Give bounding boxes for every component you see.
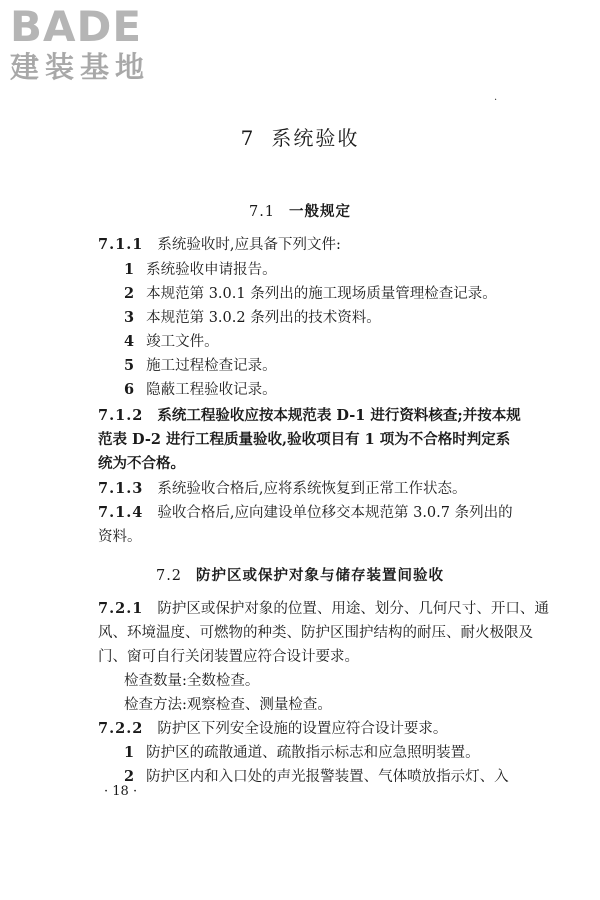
section-heading <box>0 564 600 585</box>
clause-number: 7.1.2 <box>98 407 144 424</box>
list-item <box>124 380 277 400</box>
list-item <box>124 743 480 763</box>
clause-7-2-1 <box>98 599 549 619</box>
item-number: 3 <box>124 309 135 326</box>
list-item <box>124 308 381 328</box>
chapter-title-text: 系统验收 <box>271 126 360 150</box>
logo-brand: BADE <box>10 2 143 51</box>
check-quantity: 检查数量:全数检查。 <box>124 673 260 689</box>
section-title: 一般规定 <box>289 203 352 220</box>
clause-number: 7.1.3 <box>98 480 144 497</box>
list-item <box>124 356 277 376</box>
item-text: 本规范第 3.0.2 条列出的技术资料。 <box>146 310 381 326</box>
page-number: · 18 · <box>104 784 138 799</box>
clause-7-1-3 <box>98 479 466 499</box>
item-text: 本规范第 3.0.1 条列出的施工现场质量管理检查记录。 <box>146 286 497 302</box>
clause-text: 系统验收合格后,应将系统恢复到正常工作状态。 <box>157 481 467 497</box>
check-method: 检查方法:观察检查、测量检查。 <box>124 697 332 713</box>
list-item <box>124 332 219 352</box>
clause-7-1-4 <box>98 503 513 523</box>
clause-text-line3: 统为不合格。 <box>98 455 185 472</box>
clause-number: 7.1.4 <box>98 504 144 521</box>
item-text: 竣工文件。 <box>146 334 219 350</box>
section-number: 7.1 <box>248 204 276 220</box>
clause-number: 7.2.2 <box>98 720 144 737</box>
item-text: 隐蔽工程验收记录。 <box>146 382 277 398</box>
item-number: 4 <box>124 333 135 350</box>
clause-text-line3: 门、窗可自行关闭装置应符合设计要求。 <box>98 649 359 665</box>
clause-text-line2: 风、环境温度、可燃物的种类、防护区围护结构的耐压、耐火极限及 <box>98 625 533 641</box>
item-text: 防护区内和入口处的声光报警装置、气体喷放指示灯、入 <box>146 769 509 785</box>
item-text: 施工过程检查记录。 <box>146 358 277 374</box>
clause-text-line1: 防护区或保护对象的位置、用途、划分、几何尺寸、开口、通 <box>157 601 549 617</box>
item-number: 5 <box>124 357 135 374</box>
logo <box>10 4 180 84</box>
chapter-number: 7 <box>240 126 256 150</box>
list-item <box>124 260 277 280</box>
clause-text-line1: 验收合格后,应向建设单位移交本规范第 3.0.7 条列出的 <box>157 505 513 521</box>
clause-7-1-2 <box>98 406 521 426</box>
logo-subtitle: 建装基地 <box>10 50 151 84</box>
item-text: 防护区的疏散通道、疏散指示标志和应急照明装置。 <box>146 745 480 761</box>
list-item <box>124 284 497 304</box>
item-number: 2 <box>124 285 135 302</box>
clause-text-line2: 范表 D-2 进行工程质量验收,验收项目有 1 项为不合格时判定系 <box>98 431 511 448</box>
clause-number: 7.2.1 <box>98 600 144 617</box>
chapter-title <box>0 122 600 151</box>
clause-text: 系统验收时,应具备下列文件: <box>157 237 341 253</box>
list-item <box>124 767 509 787</box>
clause-text: 防护区下列安全设施的设置应符合设计要求。 <box>157 721 448 737</box>
item-number: 2 <box>124 768 135 785</box>
item-number: 6 <box>124 381 135 398</box>
section-heading <box>0 200 600 221</box>
clause-text-line2: 资料。 <box>98 529 142 545</box>
clause-number: 7.1.1 <box>98 236 144 253</box>
item-text: 系统验收申请报告。 <box>146 262 277 278</box>
page-marker: . <box>494 92 498 103</box>
section-title: 防护区或保护对象与储存装置间验收 <box>196 567 445 584</box>
item-number: 1 <box>124 261 135 278</box>
clause-7-1-1 <box>98 235 341 255</box>
section-number: 7.2 <box>155 568 183 584</box>
clause-7-2-2 <box>98 719 447 739</box>
clause-text-line1: 系统工程验收应按本规范表 D-1 进行资料核查;并按本规 <box>157 407 521 424</box>
item-number: 1 <box>124 744 135 761</box>
